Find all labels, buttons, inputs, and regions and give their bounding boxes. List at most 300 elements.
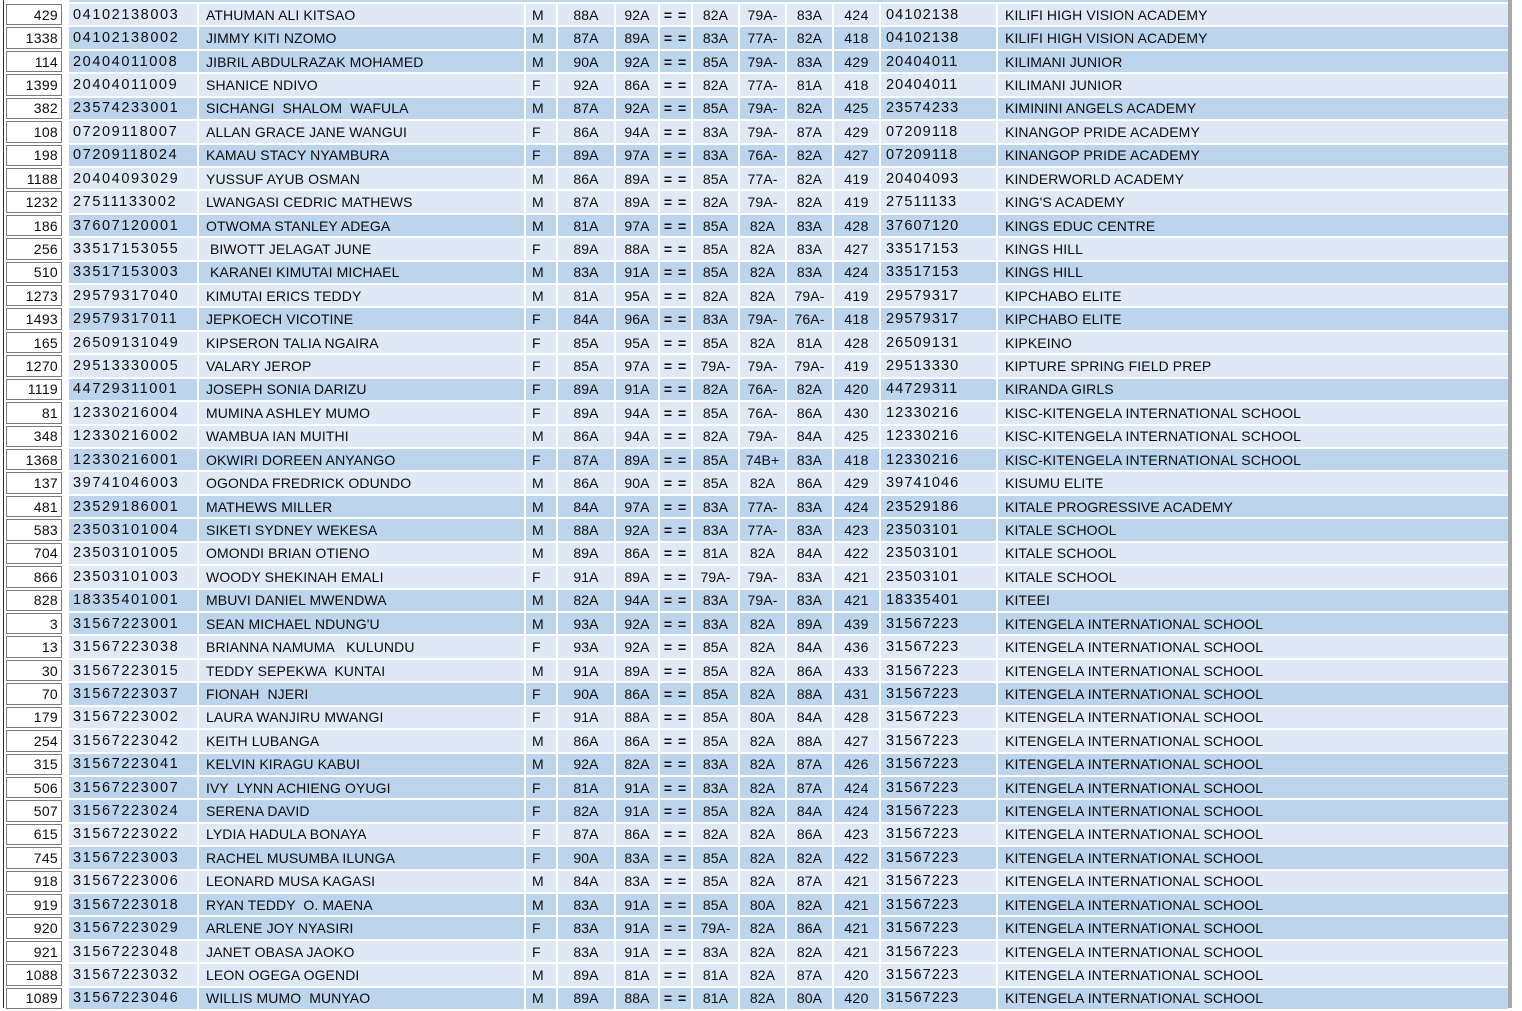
marks-5-cell[interactable]: 87A [787,964,832,985]
marks-1-cell[interactable]: 90A [558,51,614,72]
candidate-name-cell[interactable]: KARANEI KIMUTAI MICHAEL [199,262,524,283]
equals-marker-cell[interactable]: = = [660,121,691,142]
gender-cell[interactable]: M [526,496,556,517]
school-code-cell[interactable]: 07209118 [881,121,996,142]
marks-5-cell[interactable]: 82A [787,847,832,868]
total-marks-cell[interactable]: 436 [834,636,879,657]
total-marks-cell[interactable]: 424 [834,800,879,821]
school-name-cell[interactable]: KILIMANI JUNIOR [998,51,1508,72]
rank-cell[interactable]: 920 [6,917,62,938]
rank-cell[interactable]: 919 [6,894,62,915]
marks-4-cell[interactable]: 82A [740,964,785,985]
candidate-name-cell[interactable]: SIKETI SYDNEY WEKESA [199,519,524,540]
marks-4-cell[interactable]: 82A [740,332,785,353]
marks-2-cell[interactable]: 86A [616,730,658,751]
marks-3-cell[interactable]: 83A [693,941,738,962]
marks-3-cell[interactable]: 83A [693,754,738,775]
marks-4-cell[interactable]: 82A [740,683,785,704]
equals-marker-cell[interactable]: = = [660,707,691,728]
total-marks-cell[interactable]: 429 [834,472,879,493]
gender-cell[interactable]: M [526,543,556,564]
marks-1-cell[interactable]: 89A [558,988,614,1009]
school-code-cell[interactable]: 23529186 [881,496,996,517]
marks-5-cell[interactable]: 79A- [787,285,832,306]
equals-marker-cell[interactable]: = = [660,472,691,493]
marks-2-cell[interactable]: 91A [616,941,658,962]
gender-cell[interactable]: F [526,683,556,704]
marks-2-cell[interactable]: 86A [616,543,658,564]
equals-marker-cell[interactable]: = = [660,402,691,423]
marks-2-cell[interactable]: 91A [616,894,658,915]
school-code-cell[interactable]: 18335401 [881,590,996,611]
school-code-cell[interactable]: 23503101 [881,519,996,540]
gender-cell[interactable]: F [526,777,556,798]
gender-cell[interactable]: M [526,871,556,892]
candidate-name-cell[interactable]: BRIANNA NAMUMA KULUNDU [199,636,524,657]
marks-1-cell[interactable]: 84A [558,871,614,892]
index-number-cell[interactable]: 04102138003 [69,4,197,25]
marks-2-cell[interactable]: 94A [616,402,658,423]
marks-4-cell[interactable]: 82A [740,613,785,634]
marks-5-cell[interactable]: 83A [787,4,832,25]
candidate-name-cell[interactable]: JANET OBASA JAOKO [199,941,524,962]
marks-3-cell[interactable]: 85A [693,238,738,259]
gender-cell[interactable]: M [526,51,556,72]
marks-3-cell[interactable]: 82A [693,426,738,447]
index-number-cell[interactable]: 31567223037 [69,683,197,704]
total-marks-cell[interactable]: 419 [834,355,879,376]
school-name-cell[interactable]: KITENGELA INTERNATIONAL SCHOOL [998,754,1508,775]
marks-5-cell[interactable]: 87A [787,754,832,775]
gender-cell[interactable]: M [526,472,556,493]
marks-2-cell[interactable]: 94A [616,426,658,447]
gender-cell[interactable]: M [526,262,556,283]
index-number-cell[interactable]: 29513330005 [69,355,197,376]
rank-cell[interactable]: 179 [6,707,62,728]
school-code-cell[interactable]: 04102138 [881,4,996,25]
candidate-name-cell[interactable]: SICHANGI SHALOM WAFULA [199,98,524,119]
marks-1-cell[interactable]: 82A [558,800,614,821]
candidate-name-cell[interactable]: KIMUTAI ERICS TEDDY [199,285,524,306]
marks-5-cell[interactable]: 83A [787,519,832,540]
marks-3-cell[interactable]: 83A [693,496,738,517]
school-name-cell[interactable]: KIPKEINO [998,332,1508,353]
gender-cell[interactable]: F [526,121,556,142]
total-marks-cell[interactable]: 420 [834,964,879,985]
rank-cell[interactable]: 13 [6,636,62,657]
marks-3-cell[interactable]: 85A [693,449,738,470]
school-name-cell[interactable]: KILIFI HIGH VISION ACADEMY [998,27,1508,48]
school-name-cell[interactable]: KITALE SCHOOL [998,543,1508,564]
marks-2-cell[interactable]: 89A [616,27,658,48]
marks-5-cell[interactable]: 87A [787,777,832,798]
candidate-name-cell[interactable]: RYAN TEDDY O. MAENA [199,894,524,915]
marks-4-cell[interactable]: 82A [740,988,785,1009]
marks-4-cell[interactable]: 77A- [740,519,785,540]
equals-marker-cell[interactable]: = = [660,262,691,283]
gender-cell[interactable]: M [526,285,556,306]
rank-cell[interactable]: 1188 [6,168,62,189]
marks-1-cell[interactable]: 89A [558,964,614,985]
marks-4-cell[interactable]: 74B+ [740,449,785,470]
gender-cell[interactable]: F [526,847,556,868]
equals-marker-cell[interactable]: = = [660,847,691,868]
candidate-name-cell[interactable]: VALARY JEROP [199,355,524,376]
equals-marker-cell[interactable]: = = [660,730,691,751]
school-code-cell[interactable]: 23503101 [881,543,996,564]
marks-4-cell[interactable]: 79A- [740,51,785,72]
marks-1-cell[interactable]: 84A [558,308,614,329]
rank-cell[interactable]: 137 [6,472,62,493]
marks-5-cell[interactable]: 79A- [787,355,832,376]
marks-1-cell[interactable]: 83A [558,262,614,283]
total-marks-cell[interactable]: 424 [834,262,879,283]
index-number-cell[interactable]: 44729311001 [69,379,197,400]
marks-5-cell[interactable]: 87A [787,121,832,142]
school-code-cell[interactable]: 29579317 [881,308,996,329]
marks-2-cell[interactable]: 90A [616,472,658,493]
marks-3-cell[interactable]: 85A [693,871,738,892]
rank-cell[interactable]: 745 [6,847,62,868]
total-marks-cell[interactable]: 430 [834,402,879,423]
index-number-cell[interactable]: 29579317040 [69,285,197,306]
candidate-name-cell[interactable]: LEONARD MUSA KAGASI [199,871,524,892]
total-marks-cell[interactable]: 433 [834,660,879,681]
school-name-cell[interactable]: KITENGELA INTERNATIONAL SCHOOL [998,847,1508,868]
school-code-cell[interactable]: 39741046 [881,472,996,493]
equals-marker-cell[interactable]: = = [660,824,691,845]
marks-5-cell[interactable]: 82A [787,27,832,48]
marks-1-cell[interactable]: 92A [558,74,614,95]
marks-2-cell[interactable]: 92A [616,4,658,25]
school-name-cell[interactable]: KITENGELA INTERNATIONAL SCHOOL [998,683,1508,704]
marks-3-cell[interactable]: 85A [693,168,738,189]
marks-4-cell[interactable]: 79A- [740,4,785,25]
marks-5-cell[interactable]: 84A [787,707,832,728]
gender-cell[interactable]: F [526,636,556,657]
school-name-cell[interactable]: KIMININI ANGELS ACADEMY [998,98,1508,119]
marks-4-cell[interactable]: 82A [740,871,785,892]
equals-marker-cell[interactable]: = = [660,191,691,212]
index-number-cell[interactable]: 20404011009 [69,74,197,95]
marks-3-cell[interactable]: 83A [693,613,738,634]
index-number-cell[interactable]: 39741046003 [69,472,197,493]
marks-5-cell[interactable]: 82A [787,98,832,119]
index-number-cell[interactable]: 31567223006 [69,871,197,892]
marks-3-cell[interactable]: 85A [693,472,738,493]
gender-cell[interactable]: M [526,894,556,915]
marks-1-cell[interactable]: 81A [558,215,614,236]
marks-4-cell[interactable]: 82A [740,730,785,751]
marks-1-cell[interactable]: 81A [558,285,614,306]
equals-marker-cell[interactable]: = = [660,215,691,236]
school-code-cell[interactable]: 20404093 [881,168,996,189]
candidate-name-cell[interactable]: LWANGASI CEDRIC MATHEWS [199,191,524,212]
marks-4-cell[interactable]: 77A- [740,168,785,189]
total-marks-cell[interactable]: 421 [834,917,879,938]
equals-marker-cell[interactable]: = = [660,238,691,259]
school-code-cell[interactable]: 31567223 [881,988,996,1009]
total-marks-cell[interactable]: 424 [834,777,879,798]
school-name-cell[interactable]: KINGS HILL [998,238,1508,259]
marks-3-cell[interactable]: 79A- [693,917,738,938]
school-code-cell[interactable]: 20404011 [881,74,996,95]
school-name-cell[interactable]: KITENGELA INTERNATIONAL SCHOOL [998,660,1508,681]
rank-cell[interactable]: 108 [6,121,62,142]
index-number-cell[interactable]: 31567223024 [69,800,197,821]
marks-5-cell[interactable]: 83A [787,51,832,72]
marks-4-cell[interactable]: 79A- [740,566,785,587]
total-marks-cell[interactable]: 421 [834,590,879,611]
marks-2-cell[interactable]: 86A [616,824,658,845]
marks-4-cell[interactable]: 80A [740,707,785,728]
marks-1-cell[interactable]: 81A [558,777,614,798]
marks-5-cell[interactable]: 86A [787,472,832,493]
school-code-cell[interactable]: 12330216 [881,426,996,447]
school-name-cell[interactable]: KITENGELA INTERNATIONAL SCHOOL [998,613,1508,634]
marks-3-cell[interactable]: 82A [693,824,738,845]
marks-2-cell[interactable]: 92A [616,98,658,119]
marks-4-cell[interactable]: 82A [740,238,785,259]
rank-cell[interactable]: 256 [6,238,62,259]
marks-5-cell[interactable]: 87A [787,871,832,892]
marks-5-cell[interactable]: 84A [787,636,832,657]
school-name-cell[interactable]: KISC-KITENGELA INTERNATIONAL SCHOOL [998,426,1508,447]
index-number-cell[interactable]: 12330216004 [69,402,197,423]
equals-marker-cell[interactable]: = = [660,355,691,376]
index-number-cell[interactable]: 27511133002 [69,191,197,212]
school-name-cell[interactable]: KITENGELA INTERNATIONAL SCHOOL [998,894,1508,915]
total-marks-cell[interactable]: 418 [834,308,879,329]
school-name-cell[interactable]: KITALE SCHOOL [998,519,1508,540]
marks-5-cell[interactable]: 86A [787,402,832,423]
total-marks-cell[interactable]: 425 [834,426,879,447]
total-marks-cell[interactable]: 421 [834,894,879,915]
marks-1-cell[interactable]: 87A [558,449,614,470]
rank-cell[interactable]: 1232 [6,191,62,212]
equals-marker-cell[interactable]: = = [660,941,691,962]
school-code-cell[interactable]: 31567223 [881,777,996,798]
marks-4-cell[interactable]: 82A [740,824,785,845]
total-marks-cell[interactable]: 439 [834,613,879,634]
marks-2-cell[interactable]: 89A [616,660,658,681]
rank-cell[interactable]: 30 [6,660,62,681]
rank-cell[interactable]: 198 [6,145,62,166]
marks-1-cell[interactable]: 84A [558,496,614,517]
marks-4-cell[interactable]: 82A [740,941,785,962]
school-name-cell[interactable]: KITENGELA INTERNATIONAL SCHOOL [998,988,1508,1009]
gender-cell[interactable]: M [526,426,556,447]
marks-3-cell[interactable]: 83A [693,590,738,611]
gender-cell[interactable]: M [526,613,556,634]
marks-1-cell[interactable]: 90A [558,683,614,704]
index-number-cell[interactable]: 04102138002 [69,27,197,48]
school-code-cell[interactable]: 29513330 [881,355,996,376]
school-name-cell[interactable]: KITENGELA INTERNATIONAL SCHOOL [998,777,1508,798]
marks-4-cell[interactable]: 79A- [740,191,785,212]
marks-3-cell[interactable]: 82A [693,379,738,400]
marks-1-cell[interactable]: 82A [558,590,614,611]
index-number-cell[interactable]: 31567223042 [69,730,197,751]
marks-3-cell[interactable]: 85A [693,402,738,423]
school-name-cell[interactable]: KITENGELA INTERNATIONAL SCHOOL [998,917,1508,938]
marks-2-cell[interactable]: 97A [616,496,658,517]
marks-5-cell[interactable]: 83A [787,215,832,236]
marks-3-cell[interactable]: 85A [693,707,738,728]
index-number-cell[interactable]: 18335401001 [69,590,197,611]
marks-4-cell[interactable]: 77A- [740,27,785,48]
marks-2-cell[interactable]: 92A [616,51,658,72]
rank-cell[interactable]: 615 [6,824,62,845]
marks-1-cell[interactable]: 93A [558,613,614,634]
marks-5-cell[interactable]: 86A [787,824,832,845]
gender-cell[interactable]: F [526,824,556,845]
marks-1-cell[interactable]: 85A [558,355,614,376]
school-code-cell[interactable]: 31567223 [881,636,996,657]
candidate-name-cell[interactable]: KEITH LUBANGA [199,730,524,751]
marks-2-cell[interactable]: 82A [616,754,658,775]
index-number-cell[interactable]: 31567223002 [69,707,197,728]
equals-marker-cell[interactable]: = = [660,449,691,470]
school-name-cell[interactable]: KILIMANI JUNIOR [998,74,1508,95]
marks-4-cell[interactable]: 82A [740,543,785,564]
rank-cell[interactable]: 1089 [6,988,62,1009]
school-code-cell[interactable]: 20404011 [881,51,996,72]
marks-5-cell[interactable]: 80A [787,988,832,1009]
marks-4-cell[interactable]: 77A- [740,496,785,517]
total-marks-cell[interactable]: 425 [834,98,879,119]
candidate-name-cell[interactable]: ATHUMAN ALI KITSAO [199,4,524,25]
candidate-name-cell[interactable]: LYDIA HADULA BONAYA [199,824,524,845]
total-marks-cell[interactable]: 429 [834,51,879,72]
rank-cell[interactable]: 1399 [6,74,62,95]
marks-4-cell[interactable]: 79A- [740,121,785,142]
gender-cell[interactable]: F [526,566,556,587]
index-number-cell[interactable]: 33517153055 [69,238,197,259]
gender-cell[interactable]: F [526,800,556,821]
marks-2-cell[interactable]: 89A [616,566,658,587]
school-name-cell[interactable]: KISC-KITENGELA INTERNATIONAL SCHOOL [998,402,1508,423]
marks-4-cell[interactable]: 79A- [740,98,785,119]
school-code-cell[interactable]: 07209118 [881,145,996,166]
total-marks-cell[interactable]: 422 [834,847,879,868]
index-number-cell[interactable]: 23529186001 [69,496,197,517]
marks-3-cell[interactable]: 85A [693,215,738,236]
rank-cell[interactable]: 583 [6,519,62,540]
marks-5-cell[interactable]: 81A [787,332,832,353]
marks-3-cell[interactable]: 85A [693,683,738,704]
marks-5-cell[interactable]: 83A [787,262,832,283]
total-marks-cell[interactable]: 427 [834,730,879,751]
marks-1-cell[interactable]: 83A [558,917,614,938]
total-marks-cell[interactable]: 421 [834,566,879,587]
marks-2-cell[interactable]: 96A [616,308,658,329]
gender-cell[interactable]: M [526,964,556,985]
total-marks-cell[interactable]: 424 [834,4,879,25]
candidate-name-cell[interactable]: FIONAH NJERI [199,683,524,704]
marks-1-cell[interactable]: 91A [558,566,614,587]
marks-1-cell[interactable]: 86A [558,168,614,189]
total-marks-cell[interactable]: 427 [834,145,879,166]
school-code-cell[interactable]: 31567223 [881,847,996,868]
marks-1-cell[interactable]: 87A [558,824,614,845]
total-marks-cell[interactable]: 422 [834,543,879,564]
total-marks-cell[interactable]: 428 [834,707,879,728]
marks-3-cell[interactable]: 82A [693,191,738,212]
school-code-cell[interactable]: 44729311 [881,379,996,400]
marks-3-cell[interactable]: 81A [693,988,738,1009]
equals-marker-cell[interactable]: = = [660,636,691,657]
marks-3-cell[interactable]: 85A [693,98,738,119]
index-number-cell[interactable]: 31567223003 [69,847,197,868]
candidate-name-cell[interactable]: OKWIRI DOREEN ANYANGO [199,449,524,470]
school-code-cell[interactable]: 29579317 [881,285,996,306]
gender-cell[interactable]: M [526,4,556,25]
marks-4-cell[interactable]: 82A [740,472,785,493]
marks-2-cell[interactable]: 89A [616,449,658,470]
rank-cell[interactable]: 506 [6,777,62,798]
school-code-cell[interactable]: 31567223 [881,824,996,845]
rank-cell[interactable]: 254 [6,730,62,751]
marks-5-cell[interactable]: 82A [787,168,832,189]
gender-cell[interactable]: M [526,27,556,48]
equals-marker-cell[interactable]: = = [660,660,691,681]
rank-cell[interactable]: 828 [6,590,62,611]
marks-2-cell[interactable]: 94A [616,121,658,142]
gender-cell[interactable]: F [526,917,556,938]
marks-5-cell[interactable]: 82A [787,379,832,400]
marks-5-cell[interactable]: 86A [787,660,832,681]
gender-cell[interactable]: M [526,754,556,775]
marks-5-cell[interactable]: 83A [787,566,832,587]
marks-2-cell[interactable]: 95A [616,285,658,306]
equals-marker-cell[interactable]: = = [660,800,691,821]
rank-cell[interactable]: 1368 [6,449,62,470]
school-code-cell[interactable]: 31567223 [881,707,996,728]
school-code-cell[interactable]: 12330216 [881,449,996,470]
marks-4-cell[interactable]: 82A [740,636,785,657]
index-number-cell[interactable]: 26509131049 [69,332,197,353]
index-number-cell[interactable]: 20404011008 [69,51,197,72]
rank-cell[interactable]: 866 [6,566,62,587]
marks-5-cell[interactable]: 86A [787,917,832,938]
marks-4-cell[interactable]: 79A- [740,308,785,329]
marks-2-cell[interactable]: 83A [616,847,658,868]
school-name-cell[interactable]: KINANGOP PRIDE ACADEMY [998,145,1508,166]
school-name-cell[interactable]: KIPCHABO ELITE [998,285,1508,306]
equals-marker-cell[interactable]: = = [660,964,691,985]
equals-marker-cell[interactable]: = = [660,613,691,634]
index-number-cell[interactable]: 07209118024 [69,145,197,166]
marks-3-cell[interactable]: 82A [693,74,738,95]
marks-3-cell[interactable]: 81A [693,964,738,985]
marks-1-cell[interactable]: 86A [558,121,614,142]
marks-5-cell[interactable]: 89A [787,613,832,634]
candidate-name-cell[interactable]: KIPSERON TALIA NGAIRA [199,332,524,353]
candidate-name-cell[interactable]: WILLIS MUMO MUNYAO [199,988,524,1009]
marks-4-cell[interactable]: 82A [740,754,785,775]
marks-2-cell[interactable]: 91A [616,262,658,283]
gender-cell[interactable]: F [526,355,556,376]
marks-4-cell[interactable]: 82A [740,285,785,306]
equals-marker-cell[interactable]: = = [660,27,691,48]
school-code-cell[interactable]: 31567223 [881,683,996,704]
index-number-cell[interactable]: 37607120001 [69,215,197,236]
school-code-cell[interactable]: 31567223 [881,800,996,821]
marks-3-cell[interactable]: 85A [693,800,738,821]
index-number-cell[interactable]: 20404093029 [69,168,197,189]
gender-cell[interactable]: F [526,449,556,470]
